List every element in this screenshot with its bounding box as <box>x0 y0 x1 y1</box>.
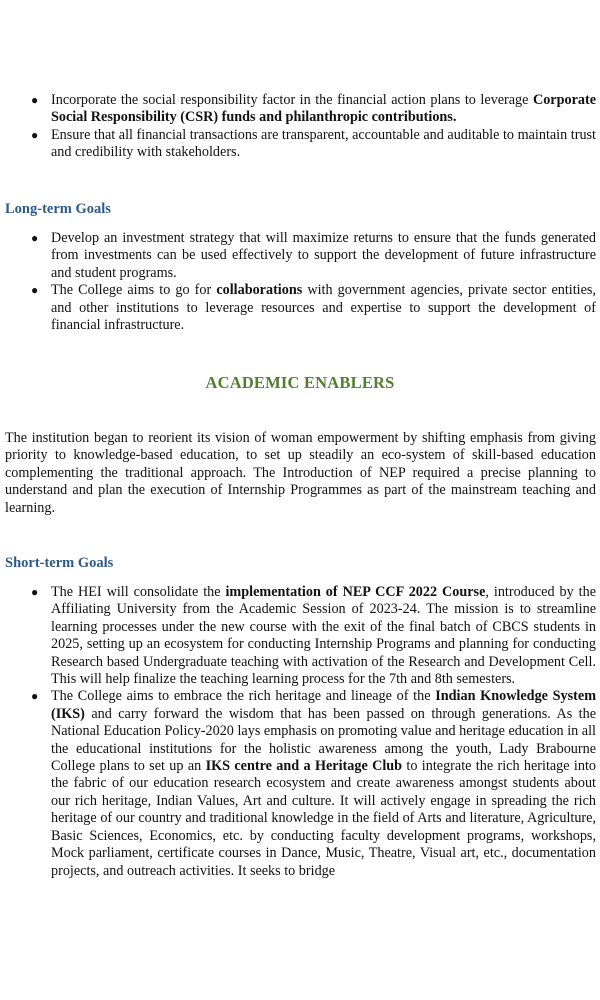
long-term-goals-heading: Long-term Goals <box>5 201 111 217</box>
short-term-goals-heading: Short-term Goals <box>5 555 114 571</box>
short-term-goals-list <box>5 584 596 880</box>
bullet-icon: ● <box>31 689 39 704</box>
list-item: ● The College aims to go for collaborations with government agencies, private sector entities, and other institutions to leverage resources and expertise to support the development of financial infrastructure. <box>31 282 596 334</box>
list-item: ● Incorporate the social responsibility factor in the financial action plans to leverage Corporate Social Responsibility (CSR) funds and philanthropic contributions. <box>31 92 596 126</box>
long-term-goals-list <box>5 230 596 334</box>
list-item: ● The HEI will consolidate the implementation of NEP CCF 2022 Course, introduced by the Affiliating University from the Academic Session of 2023-24. The mission is to streamline learning processes under the new course with the exit of the final batch of CBCS students in 2025, setting up an ecosystem for conducting Internship Programs and planning for conducting Research based Undergraduate teaching with activation of the Research and Development Cell. This will help finalize the teaching learning process for the 7th and 8th semesters. <box>31 584 596 688</box>
section-title: ACADEMIC ENABLERS <box>205 373 395 392</box>
list-item: ● Develop an investment strategy that will maximize returns to ensure that the funds generated from investments can be used effectively to support the development of future infrastructure and student programs. <box>31 230 596 281</box>
list-item: ● Ensure that all financial transactions are transparent, accountable and auditable to maintain trust and credibility with stakeholders. <box>31 126 596 161</box>
bullet-icon: ● <box>31 93 39 107</box>
bullet-icon: ● <box>31 283 39 298</box>
list-item: ● The College aims to embrace the rich heritage and lineage of the Indian Knowledge System (IKS) and carry forward the wisdom that has been passed on through generations. As the National Education Policy-2020 lays emphasis on promoting value and heritage education in all the educational institutions for the holistic awareness among the youth, Lady Brabourne College plans to set up an IKS centre and a Heritage Club to integrate the rich heritage into the fabric of our education research ecosystem and create awareness amongst students about our rich heritage, Indian Values, Art and culture. It will actively engage in spreading the rich heritage of our country and traditional knowledge in the field of Arts and literature, Agriculture, Basic Sciences, Economics, etc. by conducting faculty development programs, workshops, Mock parliament, certificate courses in Dance, Music, Theatre, Visual art, etc., documentation projects, and outreach activities. It seeks to bridge <box>31 688 597 879</box>
financial-goals-list <box>5 92 596 162</box>
bullet-icon: ● <box>31 585 39 599</box>
bullet-icon: ● <box>31 231 39 245</box>
intro-paragraph: The institution began to reorient its vision of woman empowerment by shifting emphasis from giving priority to knowledge-based education, to set up steadily an eco-system of skill-based education complementing the traditional approach. The Introduction of NEP required a precise planning to understand and plan the execution of Internship Programmes as part of the mainstream teaching and learning. <box>5 430 596 516</box>
bullet-icon: ● <box>31 127 39 142</box>
